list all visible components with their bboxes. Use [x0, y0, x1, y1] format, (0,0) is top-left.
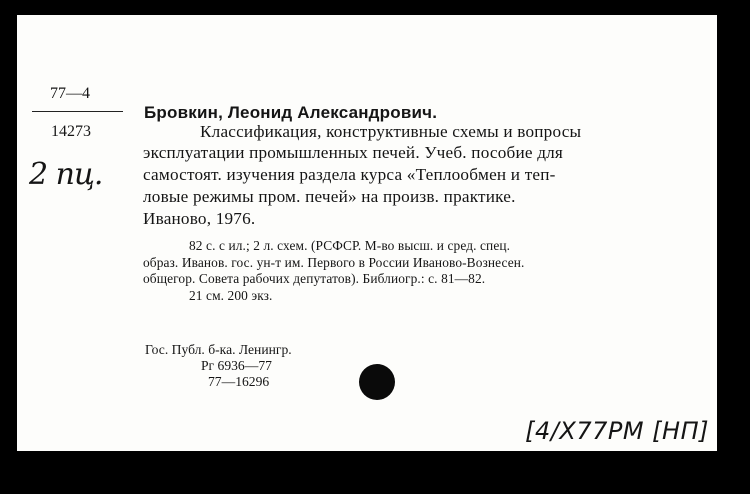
- notes-line-4: 21 см. 200 экз.: [189, 288, 273, 303]
- title-line-4: ловые режимы пром. печей» на произв. практике.: [143, 187, 516, 206]
- punch-hole: [359, 364, 395, 400]
- class-number: 77—4: [50, 85, 90, 102]
- handwritten-stamp: [4/X77PM [HП]: [525, 417, 709, 445]
- notes-line-1: 82 с. с ил.; 2 л. схем. (РСФСР. М-во высш. и сред. спец.: [189, 238, 511, 253]
- author-heading: Бровкин, Леонид Александрович.: [144, 103, 438, 122]
- catalog-card: [17, 15, 717, 451]
- notes-line-3: общегор. Совета рабочих депутатов). Библиогр.: с. 81—82.: [143, 271, 486, 286]
- library-line-3: 77—16296: [208, 374, 270, 389]
- library-line-2: Рг 6936—77: [201, 358, 272, 373]
- notes-line-2: образ. Иванов. гос. ун-т им. Первого в России Иваново-Вознесен.: [143, 255, 525, 270]
- accession-number: 14273: [51, 123, 91, 140]
- library-line-1: Гос. Публ. б-ка. Ленингр.: [145, 342, 292, 357]
- title-line-5: Иваново, 1976.: [143, 209, 256, 228]
- title-line-3: самостоят. изучения раздела курса «Теплообмен и теп-: [143, 165, 556, 184]
- divider-line: [32, 111, 123, 112]
- handwritten-note: 2 пц.: [29, 157, 103, 192]
- title-line-2: эксплуатации промышленных печей. Учеб. пособие для: [143, 143, 564, 162]
- title-line-1: Классификация, конструктивные схемы и вопросы: [200, 122, 582, 141]
